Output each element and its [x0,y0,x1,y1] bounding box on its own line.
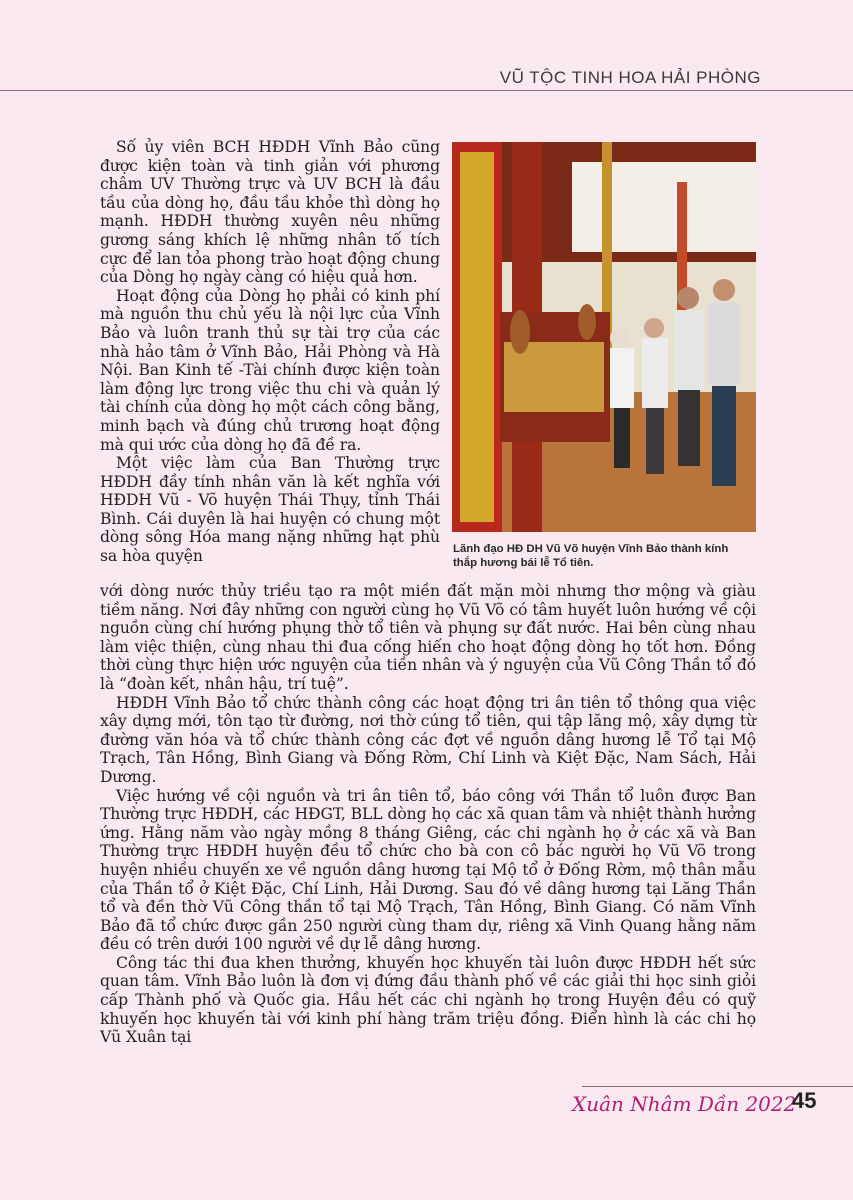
article-paragraph: Công tác thi đua khen thưởng, khuyến học khuyến tài luôn được HĐDH hết sức quan tâm. Vĩnh Bảo luôn là đơn vị đứng đầu thành phố về các giải thi học sinh giỏi cấp Thành phố và Quốc gia. Hầu hết các chi ngành họ trong Huyện đều có quỹ khuyến học khuyến tài với kinh phí hàng trăm triệu đồng. Điển hình là các chi họ Vũ Xuân tại [100,953,756,1047]
header-divider [0,90,853,91]
footer-divider [582,1086,853,1087]
article-paragraph: Việc hướng về cội nguồn và tri ân tiên tổ, báo công với Thần tổ luôn được Ban Thường trực HĐDH, các HĐGT, BLL dòng họ các xã quan tâm và nhiệt thành hưởng ứng. Hằng năm vào ngày mồng 8 tháng Giêng, các chi ngành họ ở các xã và Ban Thường trực HĐDH huyện đều tổ chức cho bà con cô bác người họ Vũ Võ trong huyện nhiều chuyến xe về nguồn dâng hương tại Mộ tổ ở Đống Rờm, mộ thân mẫu của Thần tổ ở Kiệt Đặc, Chí Linh, Hải Dương. Sau đó về dâng hương tại Lăng Thần tổ và đền thờ Vũ Công thần tổ tại Mộ Trạch, Tân Hồng, Bình Giang. Có năm Vĩnh Bảo đã tổ chức được gần 250 người cùng tham dự, riêng xã Vinh Quang hằng năm đều có trên dưới 100 người về dự lễ dâng hương. [100,786,756,954]
article-paragraph: Hoạt động của Dòng họ phải có kinh phí mà nguồn thu chủ yếu là nội lực của Vĩnh Bảo và luôn tranh thủ sự tài trợ của các nhà hảo tâm ở Vĩnh Bảo, Hải Phòng và Hà Nội. Ban Kinh tế -Tài chính được kiện toàn làm động lực trong việc thu chi và quản lý tài chính của dòng họ một cách công bằng, minh bạch và đúng chủ trương hoạt động mà qui ước của dòng họ đã đề ra. [100,286,440,454]
photo-illustration [452,142,756,532]
issue-season-label: Xuân Nhâm Dần 2022 [572,1092,797,1116]
article-narrow-column [100,138,440,566]
article-paragraph: Một việc làm của Ban Thường trực HĐDH đầy tính nhân văn là kết nghĩa với HĐDH Vũ - Võ huyện Thái Thụy, tỉnh Thái Bình. Cái duyên là hai huyện có chung một dòng sông Hóa mang nặng những hạt phù sa hòa quyện [100,454,440,566]
running-header-title: VŨ TỘC TINH HOA HẢI PHÒNG [499,68,761,87]
article-paragraph: Số ủy viên BCH HĐDH Vĩnh Bảo cũng được kiện toàn và tinh giản với phương châm UV Thường trực và UV BCH là đầu tầu của dòng họ, đầu tầu khỏe thì dòng họ mạnh. HĐDH thường xuyên nêu những gương sáng khích lệ những nhân tố tích cực để lan tỏa phong trào hoạt động chung của Dòng họ ngày càng có hiệu quả hơn. [100,138,440,287]
article-paragraph-continuation: với dòng nước thủy triều tạo ra một miền đất mặn mòi nhưng thơ mộng và giàu tiềm năng. Nơi đây những con người cùng họ Vũ Võ có tâm huyết luôn hướng về cội nguồn cùng chí hướng phụng thờ tổ tiên và phụng sự đất nước. Hai bên cùng nhau làm việc thiện, cùng nhau thi đua cống hiến cho hoạt động dòng họ tốt hơn. Đồng thời cùng thực hiện ước nguyện của tiền nhân và ý nguyện của Vũ Công Thần tổ đó là “đoàn kết, nhân hậu, trí tuệ”. [100,582,756,693]
article-wide-column [100,582,756,1047]
temple-ceremony-photo [452,142,756,532]
article-paragraph: HĐDH Vĩnh Bảo tổ chức thành công các hoạt động tri ân tiên tổ thông qua việc xây dựng mới, tôn tạo từ đường, nơi thờ cúng tổ tiên, qui tập lăng mộ, xây dựng từ đường văn hóa và tổ chức thành công các đợt về nguồn dâng hương lễ Tổ tại Mộ Trạch, Tân Hồng, Bình Giang và Đống Rờm, Chí Linh và Kiệt Đặc, Nam Sách, Hải Dương. [100,693,756,786]
photo-caption: Lãnh đạo HĐ DH Vũ Võ huyện Vĩnh Bảo thành kính thắp hương bái lễ Tổ tiên. [453,543,729,569]
page-number: 45 [792,1088,817,1113]
